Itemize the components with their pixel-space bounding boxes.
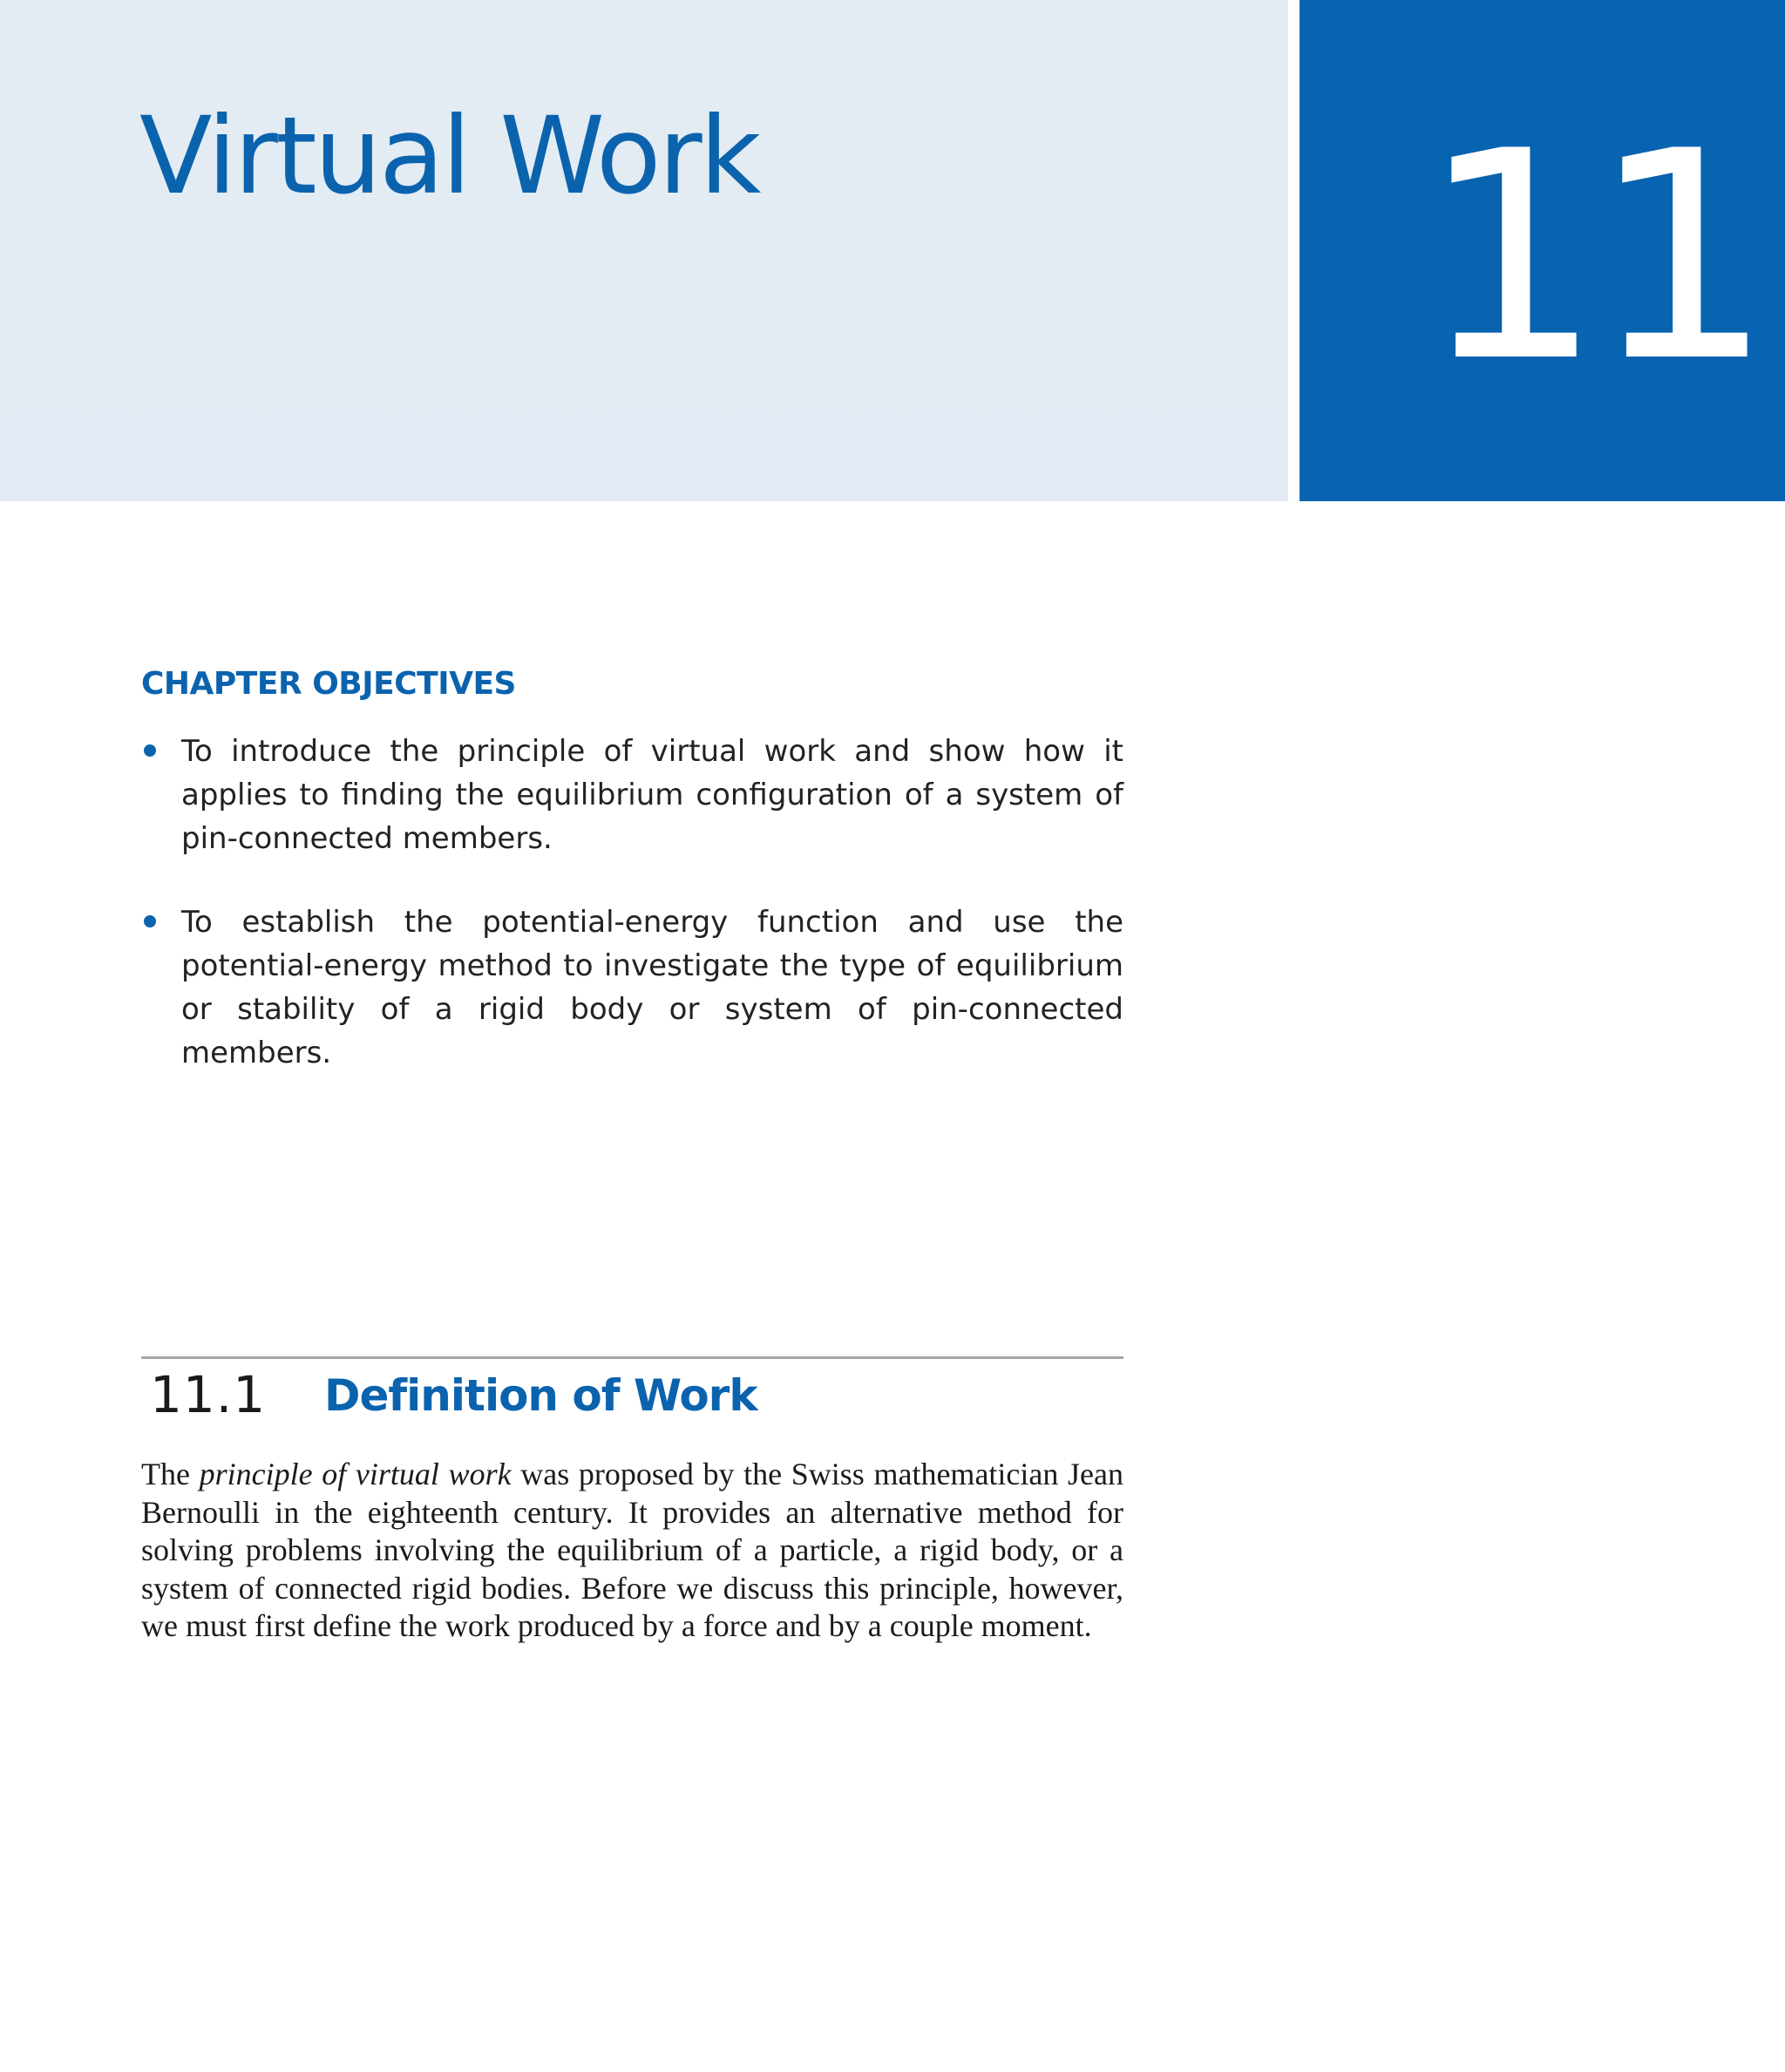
objective-text: To introduce the principle of virtual work and show how it applies to finding the equilibrium configuration of a system of pin-connected members. xyxy=(181,734,1123,856)
objectives-heading: CHAPTER OBJECTIVES xyxy=(141,666,516,702)
chapter-number: 11 xyxy=(1420,90,1761,425)
paragraph-rest: was proposed by the Swiss mathematician Jean Bernoulli in the eighteenth century. It provides an alternative method for solving problems involving the equilibrium of a particle, a rigid body, or a system of connected rigid bodies. Before we discuss this principle, however, we must first define the work produced by a force and by a couple moment. xyxy=(141,1457,1124,1643)
paragraph-emphasis: principle of virtual work xyxy=(199,1457,512,1491)
objectives-list xyxy=(141,730,1123,1115)
body-paragraph xyxy=(141,1456,1123,1646)
bullet-icon xyxy=(144,744,156,757)
chapter-header-band xyxy=(0,0,1288,501)
section-number: 11.1 xyxy=(150,1365,267,1424)
chapter-title: Virtual Work xyxy=(139,94,759,218)
objective-text: To establish the potential-energy function and use the potential-energy method to investigate the type of equilibrium or stability of a rigid body or system of pin-connected members. xyxy=(181,905,1123,1070)
chapter-number-box xyxy=(1300,0,1785,501)
objective-item xyxy=(141,900,1123,1075)
paragraph-lead: The xyxy=(141,1457,200,1491)
objective-item xyxy=(141,730,1123,860)
bullet-icon xyxy=(144,915,156,927)
section-title: Definition of Work xyxy=(324,1370,757,1421)
section-divider xyxy=(141,1356,1123,1359)
